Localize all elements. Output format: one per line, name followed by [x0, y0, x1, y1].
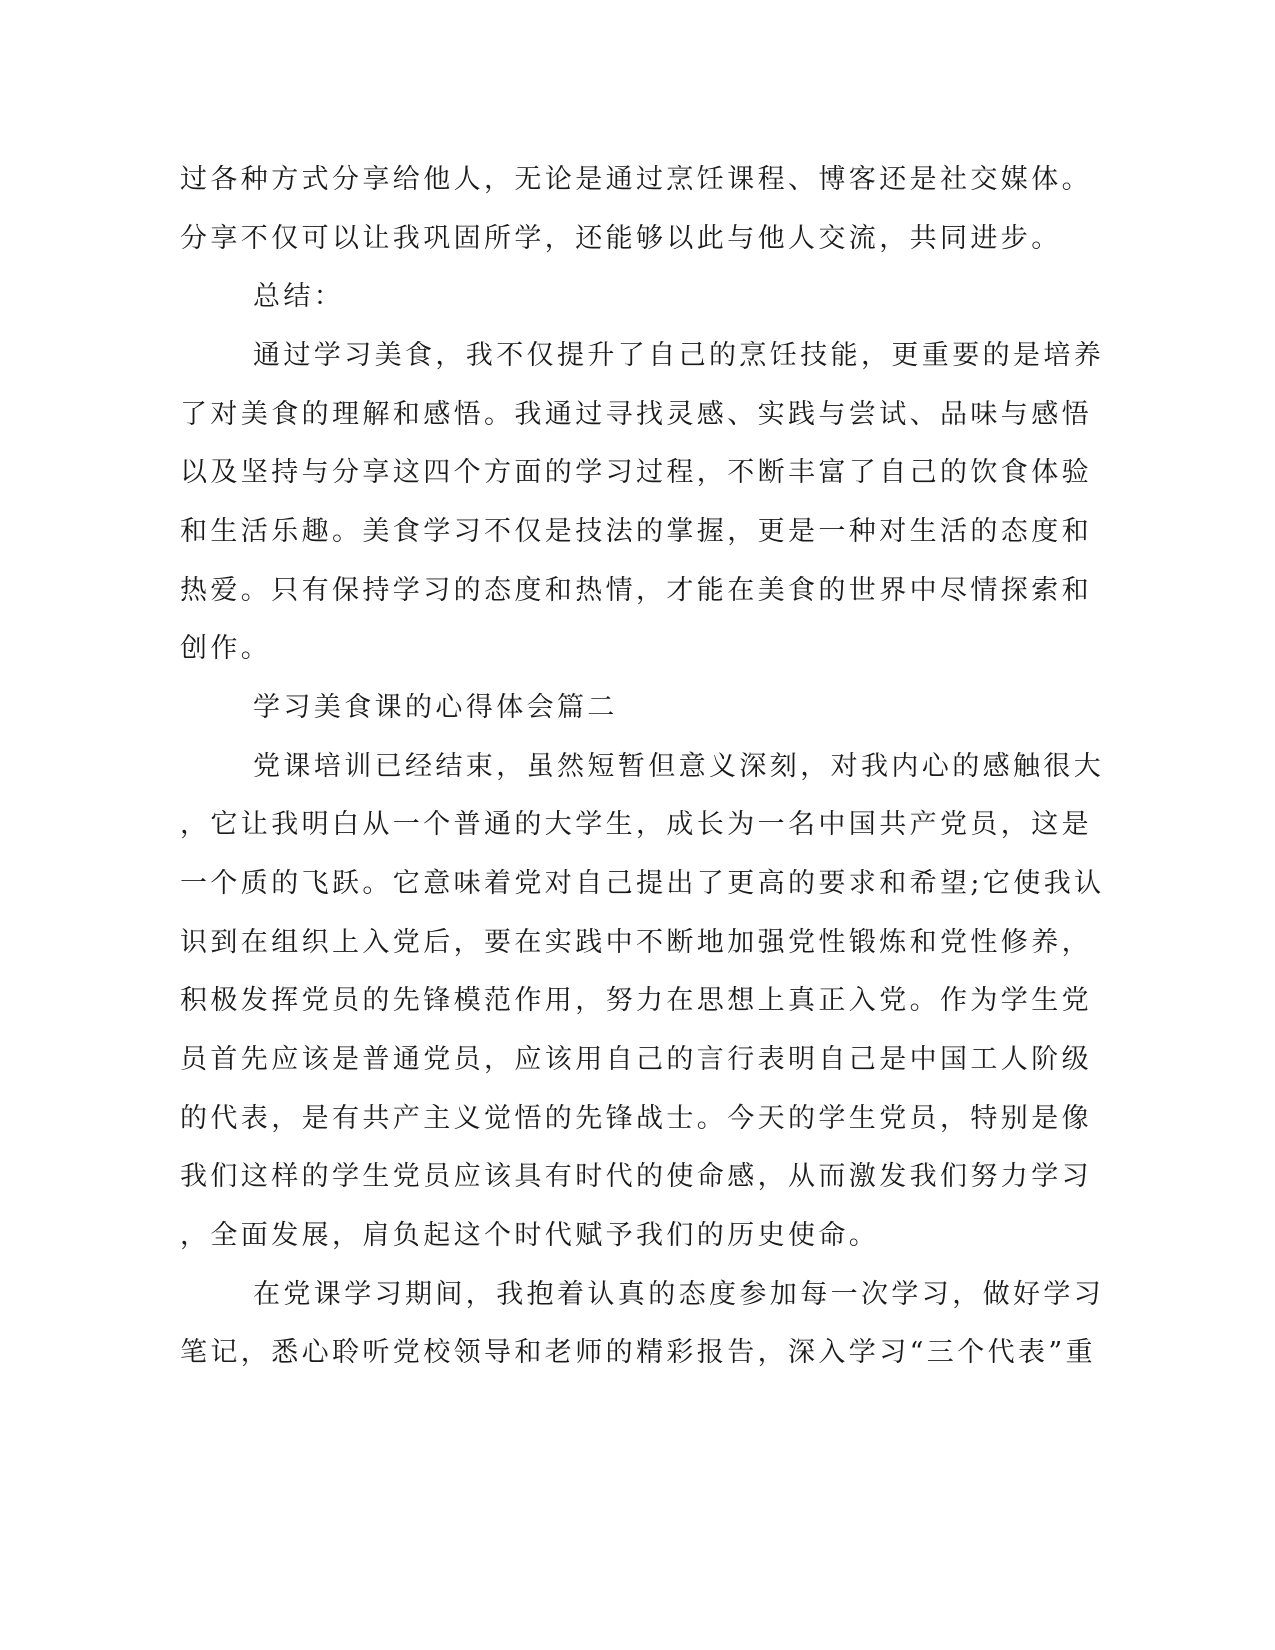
- text-line: [0, 334, 1275, 378]
- text-line: [0, 803, 1275, 847]
- line-text: 创作。: [180, 633, 272, 664]
- line-text: 热爱。只有保持学习的态度和热情，才能在美食的世界中尽情探索和: [180, 575, 1092, 606]
- text-line: [0, 510, 1275, 554]
- text-line: [0, 862, 1275, 906]
- line-text: 积极发挥党员的先锋模范作用，努力在思想上真正入党。作为学生党: [180, 985, 1092, 1016]
- text-line: [0, 217, 1275, 261]
- line-text: 和生活乐趣。美食学习不仅是技法的掌握，更是一种对生活的态度和: [180, 516, 1092, 547]
- text-line: [0, 627, 1275, 671]
- line-text: 过各种方式分享给他人，无论是通过烹饪课程、博客还是社交媒体。: [180, 164, 1092, 195]
- line-text: 以及坚持与分享这四个方面的学习过程，不断丰富了自己的饮食体验: [180, 457, 1092, 488]
- text-line: [0, 393, 1275, 437]
- text-line: [0, 1214, 1275, 1258]
- text-line: [0, 1331, 1275, 1375]
- line-text: 党课培训已经结束，虽然短暂但意义深刻，对我内心的感触很大: [253, 751, 1105, 782]
- line-text: 总结：: [253, 281, 345, 312]
- section-title: [0, 686, 1275, 730]
- section-heading: [0, 275, 1275, 319]
- line-text: 笔记，悉心聆听党校领导和老师的精彩报告，深入学习“三个代表”重: [180, 1337, 1097, 1368]
- text-line: [0, 1038, 1275, 1082]
- text-line: [0, 1273, 1275, 1317]
- line-text: 了对美食的理解和感悟。我通过寻找灵感、实践与尝试、品味与感悟: [180, 399, 1092, 430]
- line-text: 通过学习美食，我不仅提升了自己的烹饪技能，更重要的是培养: [253, 340, 1105, 371]
- line-text: 分享不仅可以让我巩固所学，还能够以此与他人交流，共同进步。: [180, 223, 1062, 254]
- text-line: [0, 921, 1275, 965]
- line-text: 我们这样的学生党员应该具有时代的使命感，从而激发我们努力学习: [180, 1161, 1092, 1192]
- line-text: 一个质的飞跃。它意味着党对自己提出了更高的要求和希望;它使我认: [180, 868, 1105, 899]
- line-text: 员首先应该是普通党员，应该用自己的言行表明自己是中国工人阶级: [180, 1044, 1092, 1075]
- line-text: 的代表，是有共产主义觉悟的先锋战士。今天的学生党员，特别是像: [180, 1103, 1092, 1134]
- line-text: 识到在组织上入党后，要在实践中不断地加强党性锻炼和党性修养，: [180, 927, 1092, 958]
- text-line: [0, 158, 1275, 202]
- text-line: [0, 451, 1275, 495]
- text-line: [0, 1097, 1275, 1141]
- text-line: [0, 569, 1275, 613]
- text-line: [0, 979, 1275, 1023]
- line-text: 在党课学习期间，我抱着认真的态度参加每一次学习，做好学习: [253, 1279, 1105, 1310]
- line-text: ，它让我明白从一个普通的大学生，成长为一名中国共产党员，这是: [180, 809, 1092, 840]
- line-text: ，全面发展，肩负起这个时代赋予我们的历史使命。: [180, 1220, 880, 1251]
- text-line: [0, 1155, 1275, 1199]
- line-text: 学习美食课的心得体会篇二: [253, 692, 618, 723]
- text-line: [0, 745, 1275, 789]
